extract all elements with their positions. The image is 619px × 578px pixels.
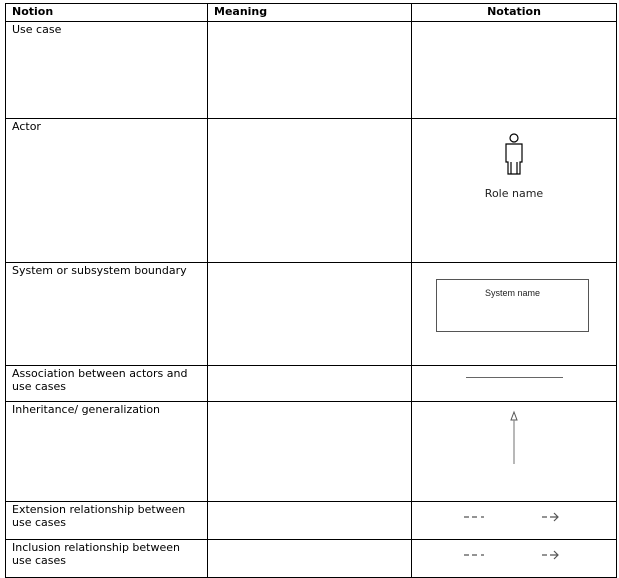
notion-cell: Extension relationship between use cases [6, 502, 208, 540]
table-row [6, 540, 617, 578]
header-notion: Notion [6, 4, 208, 22]
meaning-cell [208, 119, 412, 263]
meaning-cell [208, 540, 412, 578]
association-line [466, 377, 563, 378]
extend-dashed-arrow-icon [462, 510, 572, 524]
notation-cell [412, 402, 617, 502]
notation-cell [412, 540, 617, 578]
generalization-arrow-icon [509, 410, 519, 466]
header-row [6, 4, 617, 22]
actor-icon [503, 133, 525, 177]
notation-cell [412, 263, 617, 366]
notion-cell: Use case [6, 22, 208, 119]
table-row [6, 366, 617, 402]
notation-cell [412, 366, 617, 402]
table-row [6, 402, 617, 502]
notion-cell: Association between actors and use cases [6, 366, 208, 402]
meaning-cell [208, 22, 412, 119]
notation-cell [412, 119, 617, 263]
system-boundary-box [436, 279, 589, 332]
notation-cell [412, 502, 617, 540]
header-meaning: Meaning [208, 4, 412, 22]
table-row [6, 22, 617, 119]
notion-cell: Actor [6, 119, 208, 263]
notation-cell [412, 22, 617, 119]
table-row [6, 502, 617, 540]
system-name-label: System name [484, 288, 541, 298]
meaning-cell [208, 502, 412, 540]
uml-notation-table [5, 3, 617, 578]
meaning-cell [208, 366, 412, 402]
notion-cell: Inclusion relationship between use cases [6, 540, 208, 578]
notion-cell: System or subsystem boundary [6, 263, 208, 366]
meaning-cell [208, 263, 412, 366]
header-notation: Notation [412, 4, 617, 22]
table-row [6, 263, 617, 366]
meaning-cell [208, 402, 412, 502]
notion-cell: Inheritance/ generalization [6, 402, 208, 502]
include-dashed-arrow-icon [462, 548, 572, 562]
table-row [6, 119, 617, 263]
role-name-label: Role name [484, 187, 544, 200]
